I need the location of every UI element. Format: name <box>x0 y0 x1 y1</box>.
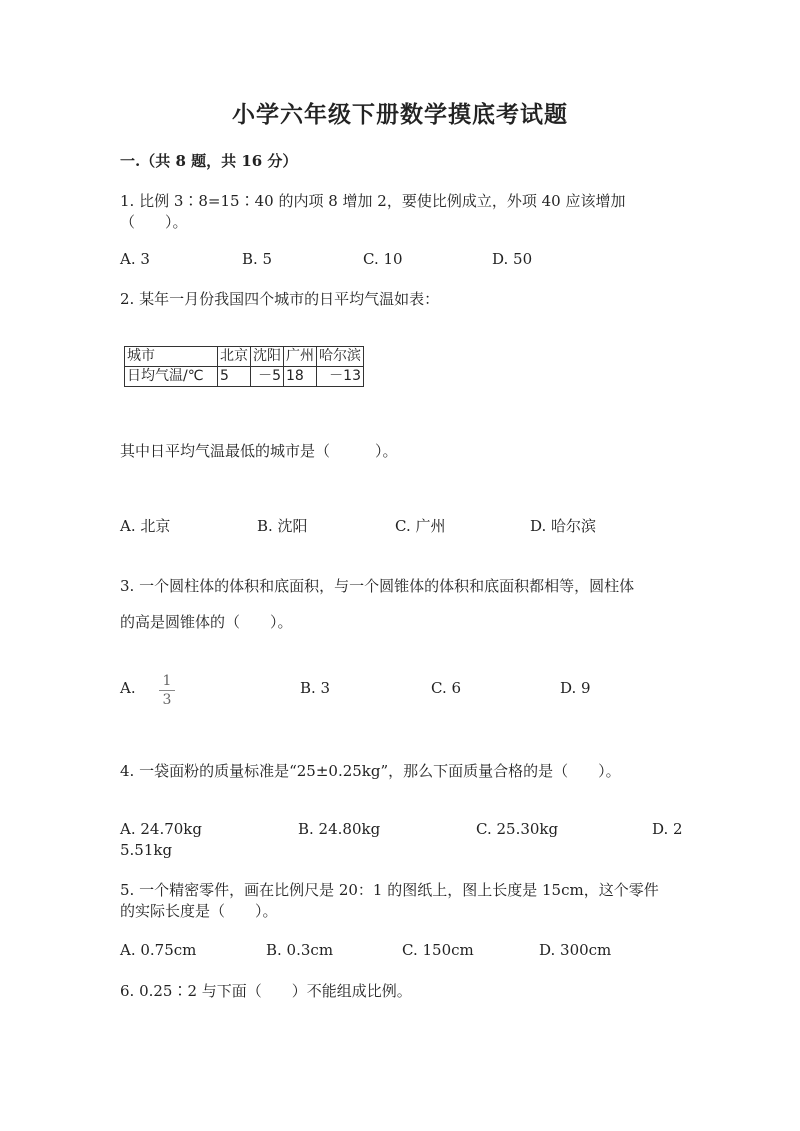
temperature-table <box>124 346 364 387</box>
fraction-denominator: 3 <box>162 692 172 708</box>
q5-option-c: C. 150cm <box>402 941 474 959</box>
q4-option-b: B. 24.80kg <box>298 820 381 838</box>
table-cell: －5 <box>251 367 284 387</box>
q2-option-a: A. 北京 <box>120 517 171 535</box>
q3-stem-line2: 的高是圆锥体的（ ）。 <box>120 613 293 631</box>
q4-option-d-wrap: 5.51kg <box>120 841 173 859</box>
q2-stem: 2. 某年一月份我国四个城市的日平均气温如表： <box>120 290 440 308</box>
q5-stem-line1: 5. 一个精密零件，画在比例尺是 20：1 的图纸上，图上长度是 15cm，这个零件 <box>120 881 659 899</box>
fraction-bar <box>159 690 175 691</box>
q2-option-b: B. 沈阳 <box>257 517 308 535</box>
q2-question: 其中日平均气温最低的城市是（ ）。 <box>120 442 398 460</box>
page-title: 小学六年级下册数学摸底考试题 <box>232 101 568 128</box>
q4-stem: 4. 一袋面粉的质量标准是“25±0.25kg”，那么下面质量合格的是（ ）。 <box>120 762 621 780</box>
q1-option-a: A. 3 <box>120 250 150 268</box>
q1-option-c: C. 10 <box>363 250 403 268</box>
table-cell: 18 <box>284 367 317 387</box>
table-cell: 5 <box>218 367 251 387</box>
table-row <box>125 367 364 387</box>
q6-stem: 6. 0.25∶2 与下面（ ）不能组成比例。 <box>120 982 412 1000</box>
q3-stem-line1: 3. 一个圆柱体的体积和底面积，与一个圆锥体的体积和底面积都相等，圆柱体 <box>120 577 635 595</box>
table-cell: 沈阳 <box>251 347 284 367</box>
table-cell: 北京 <box>218 347 251 367</box>
q4-option-c: C. 25.30kg <box>476 820 559 838</box>
q3-option-a-fraction <box>159 674 175 707</box>
q1-stem-line1: 1. 比例 3∶8=15∶40 的内项 8 增加 2，要使比例成立，外项 40 应该增加 <box>120 192 626 210</box>
q5-option-b: B. 0.3cm <box>266 941 334 959</box>
table-cell: 城市 <box>125 347 218 367</box>
q1-stem-line2: （ ）。 <box>120 213 188 231</box>
q3-option-d: D. 9 <box>560 679 591 697</box>
table-cell: 日均气温/℃ <box>125 367 218 387</box>
q3-option-a: A. <box>120 679 136 697</box>
q1-option-d: D. 50 <box>492 250 533 268</box>
q1-option-b: B. 5 <box>242 250 273 268</box>
q2-option-d: D. 哈尔滨 <box>530 517 597 535</box>
table-cell: 广州 <box>284 347 317 367</box>
q2-option-c: C. 广州 <box>395 517 446 535</box>
q3-option-c: C. 6 <box>431 679 462 697</box>
q5-stem-line2: 的实际长度是（ ）。 <box>120 902 278 920</box>
table-row <box>125 347 364 367</box>
table-cell: 哈尔滨 <box>317 347 364 367</box>
q4-option-a: A. 24.70kg <box>120 820 203 838</box>
q4-option-d: D. 2 <box>652 820 683 838</box>
section-heading: 一.（共 8 题，共 16 分） <box>120 152 298 170</box>
table-cell: －13 <box>317 367 364 387</box>
q5-option-a: A. 0.75cm <box>120 941 197 959</box>
q5-option-d: D. 300cm <box>539 941 612 959</box>
fraction-numerator: 1 <box>162 673 172 689</box>
q3-option-b: B. 3 <box>300 679 331 697</box>
